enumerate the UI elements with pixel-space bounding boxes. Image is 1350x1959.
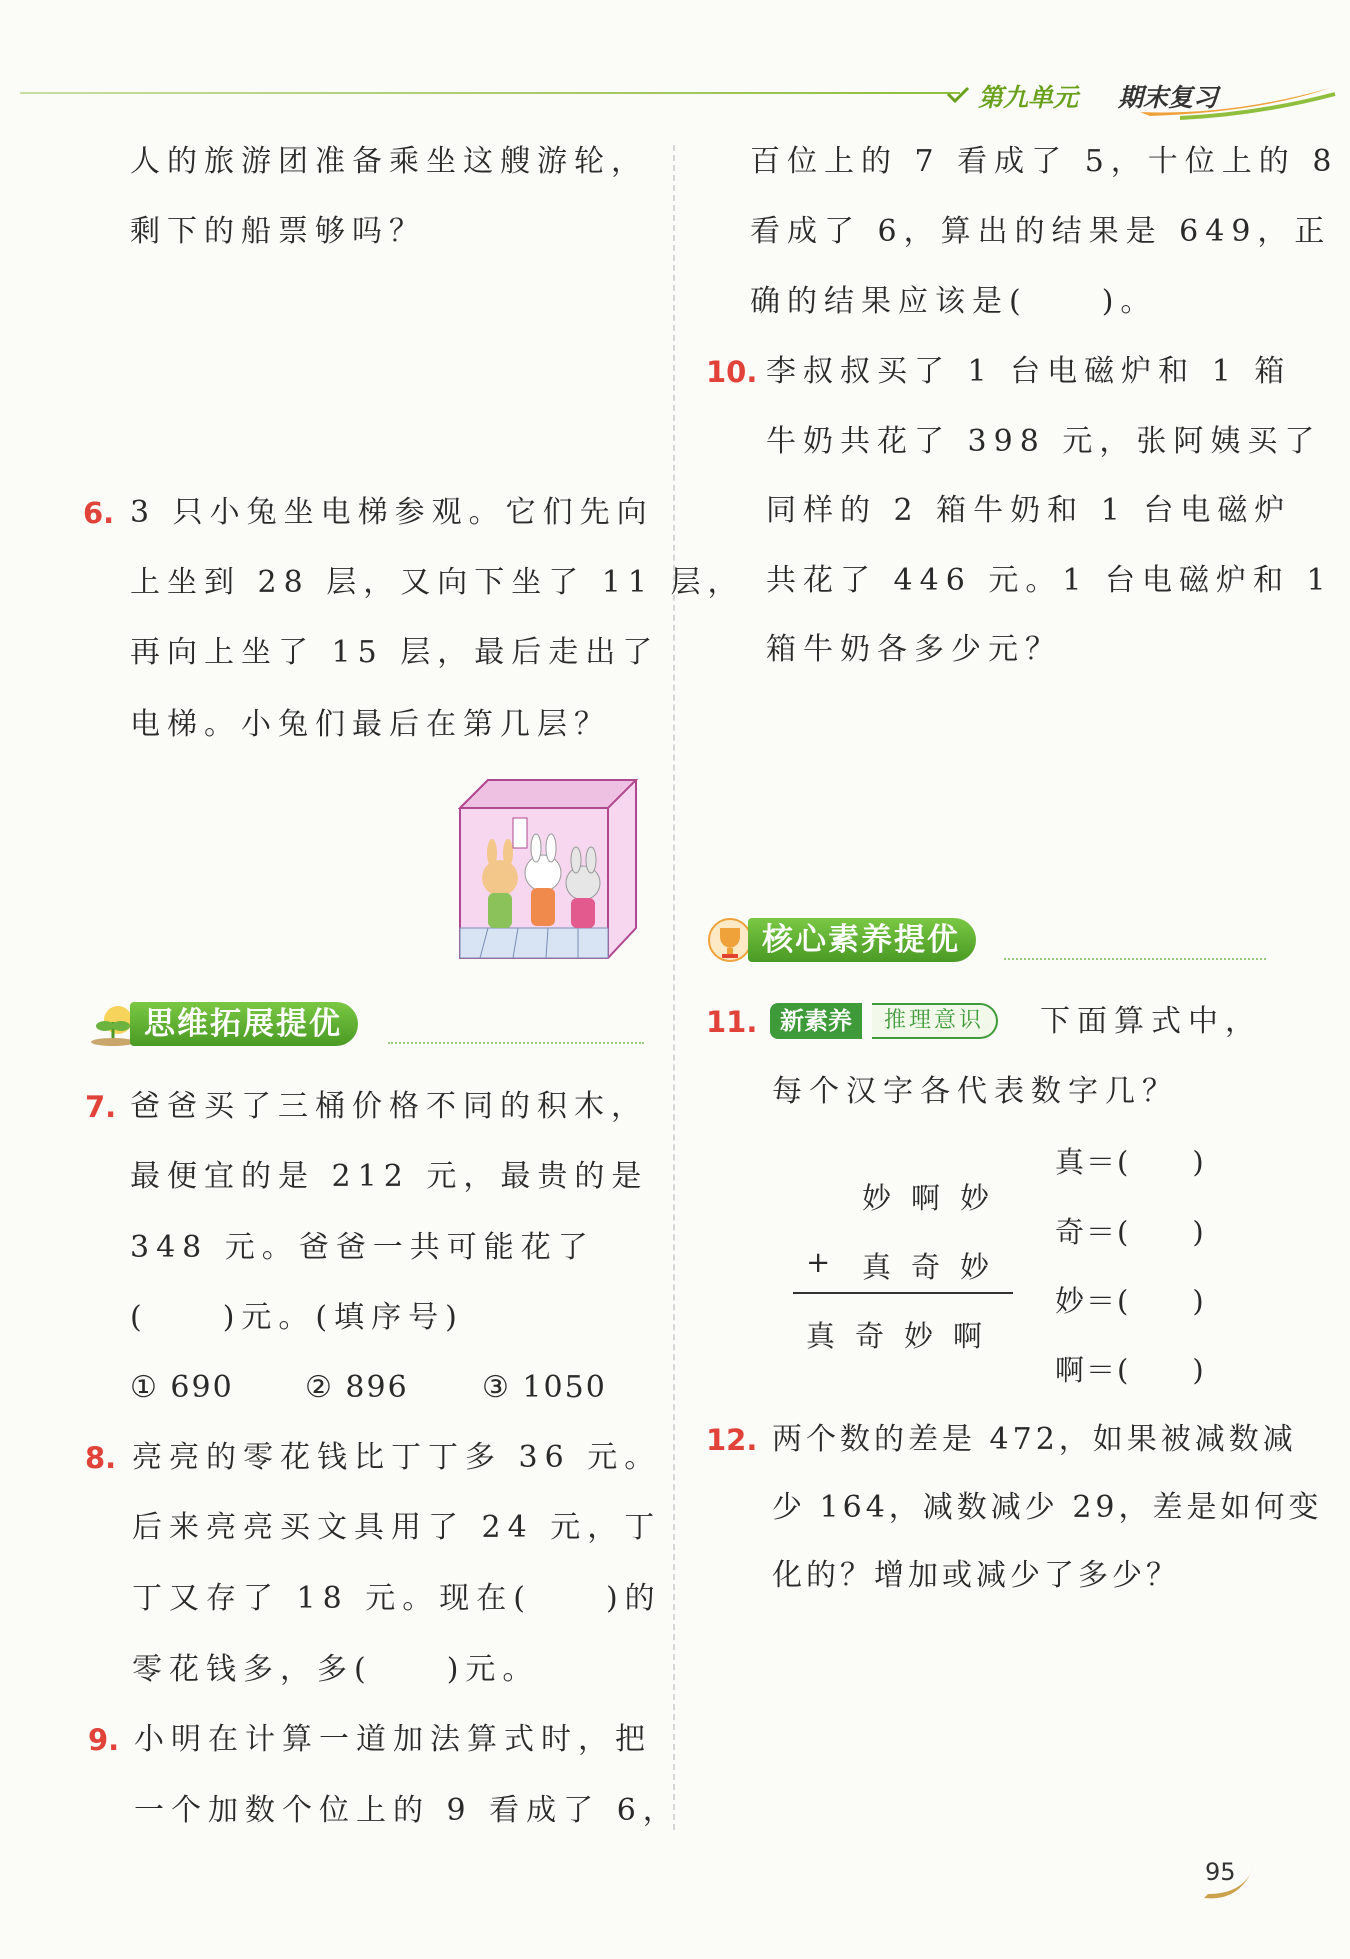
swoosh-decoration-icon xyxy=(1140,82,1340,122)
section-thinking xyxy=(88,1002,644,1048)
q9-cont-line-1: 百位上的 7 看成了 5，十位上的 8 xyxy=(750,144,1339,179)
puzzle-row-1: 妙啊妙 xyxy=(862,1181,1010,1215)
answer-a: 啊＝( ) xyxy=(1055,1353,1206,1387)
q10-line-5: 箱牛奶各多少元？ xyxy=(766,632,1062,667)
q5-line-2: 剩下的船票够吗？ xyxy=(130,214,426,249)
section-core-label: 核心素养提优 xyxy=(748,918,976,962)
q9-line-1: 小明在计算一道加法算式时，把 xyxy=(134,1722,652,1757)
q6-line-2: 上坐到 28 层，又向下坐了 11 层， xyxy=(130,565,745,600)
section-core xyxy=(706,918,1266,964)
q11-line-2: 每个汉字各代表数字几？ xyxy=(772,1074,1179,1109)
q7-number: 7. xyxy=(85,1090,117,1124)
q6-line-1: 3 只小兔坐电梯参观。它们先向 xyxy=(130,495,654,530)
header-title: 期末复习 xyxy=(1118,83,1219,112)
q6-number: 6. xyxy=(83,496,115,530)
q7-line-4: ( )元。(填序号) xyxy=(130,1300,464,1335)
q10-line-2: 牛奶共花了 398 元，张阿姨买了 xyxy=(766,424,1322,459)
q7-option-1: ① 690 xyxy=(130,1370,234,1405)
q8-line-2: 后来亮亮买文具用了 24 元，丁 xyxy=(132,1510,662,1545)
puzzle-row-3: 真奇妙啊 xyxy=(806,1319,1003,1353)
column-divider xyxy=(673,145,675,1830)
header-unit: 第九单元 xyxy=(978,83,1079,112)
q9-cont-line-2: 看成了 6，算出的结果是 649，正 xyxy=(750,214,1332,249)
q5-line-1: 人的旅游团准备乘坐这艘游轮， xyxy=(130,144,648,179)
elevator-rabbits-illustration xyxy=(458,778,638,960)
answer-qi: 奇＝( ) xyxy=(1055,1215,1206,1249)
section-thinking-label: 思维拓展提优 xyxy=(130,1002,358,1046)
check-icon xyxy=(946,86,972,106)
puzzle-plus: + xyxy=(806,1245,851,1279)
q10-line-1: 李叔叔买了 1 台电磁炉和 1 箱 xyxy=(766,354,1292,389)
q11-tag-skill: 推理意识 xyxy=(872,1003,998,1039)
section-thinking-rule xyxy=(388,1042,644,1044)
q7-line-2: 最便宜的是 212 元，最贵的是 xyxy=(130,1159,649,1194)
q11-tag-new: 新素养 xyxy=(770,1003,862,1039)
q6-line-4: 电梯。小兔们最后在第几层？ xyxy=(130,707,611,742)
q8-line-3: 丁又存了 18 元。现在( )的 xyxy=(132,1581,662,1616)
q12-number: 12. xyxy=(706,1423,758,1457)
q11-number: 11. xyxy=(706,1005,758,1039)
q7-line-3: 348 元。爸爸一共可能花了 xyxy=(130,1230,595,1265)
q10-line-4: 共花了 446 元。1 台电磁炉和 1 xyxy=(766,563,1333,598)
q6-line-3: 再向上坐了 15 层，最后走出了 xyxy=(130,635,660,670)
q7-option-3: ③ 1050 xyxy=(482,1370,607,1405)
header-rule xyxy=(20,92,960,94)
q9-line-2: 一个加数个位上的 9 看成了 6， xyxy=(134,1793,680,1828)
q10-number: 10. xyxy=(706,355,758,389)
section-core-rule xyxy=(1004,958,1266,960)
q9-number: 9. xyxy=(88,1723,120,1757)
q7-line-1: 爸爸买了三桶价格不同的积木， xyxy=(130,1089,648,1124)
q9-cont-line-3: 确的结果应该是( )。 xyxy=(750,284,1158,319)
q8-line-4: 零花钱多，多( )元。 xyxy=(132,1652,540,1687)
q12-line-3: 化的？增加或减少了多少？ xyxy=(772,1558,1180,1593)
puzzle-sum-rule xyxy=(793,1292,1013,1294)
q7-option-2: ② 896 xyxy=(305,1370,409,1405)
q10-line-3: 同样的 2 箱牛奶和 1 台电磁炉 xyxy=(766,493,1292,528)
answer-zhen: 真＝( ) xyxy=(1055,1145,1206,1179)
page-number: 95 xyxy=(1205,1858,1236,1886)
q12-line-2: 少 164，减数减少 29，差是如何变 xyxy=(772,1490,1323,1525)
q12-line-1: 两个数的差是 472，如果被减数减 xyxy=(772,1422,1297,1457)
page-swoosh-icon xyxy=(1200,1858,1260,1904)
puzzle-row-2: 真奇妙 xyxy=(862,1250,1010,1284)
answer-miao: 妙＝( ) xyxy=(1055,1284,1206,1318)
q8-line-1: 亮亮的零花钱比丁丁多 36 元。 xyxy=(132,1440,662,1475)
q8-number: 8. xyxy=(85,1441,117,1475)
trophy-icon xyxy=(706,918,754,964)
q11-line-1: 下面算式中， xyxy=(1040,1004,1262,1039)
